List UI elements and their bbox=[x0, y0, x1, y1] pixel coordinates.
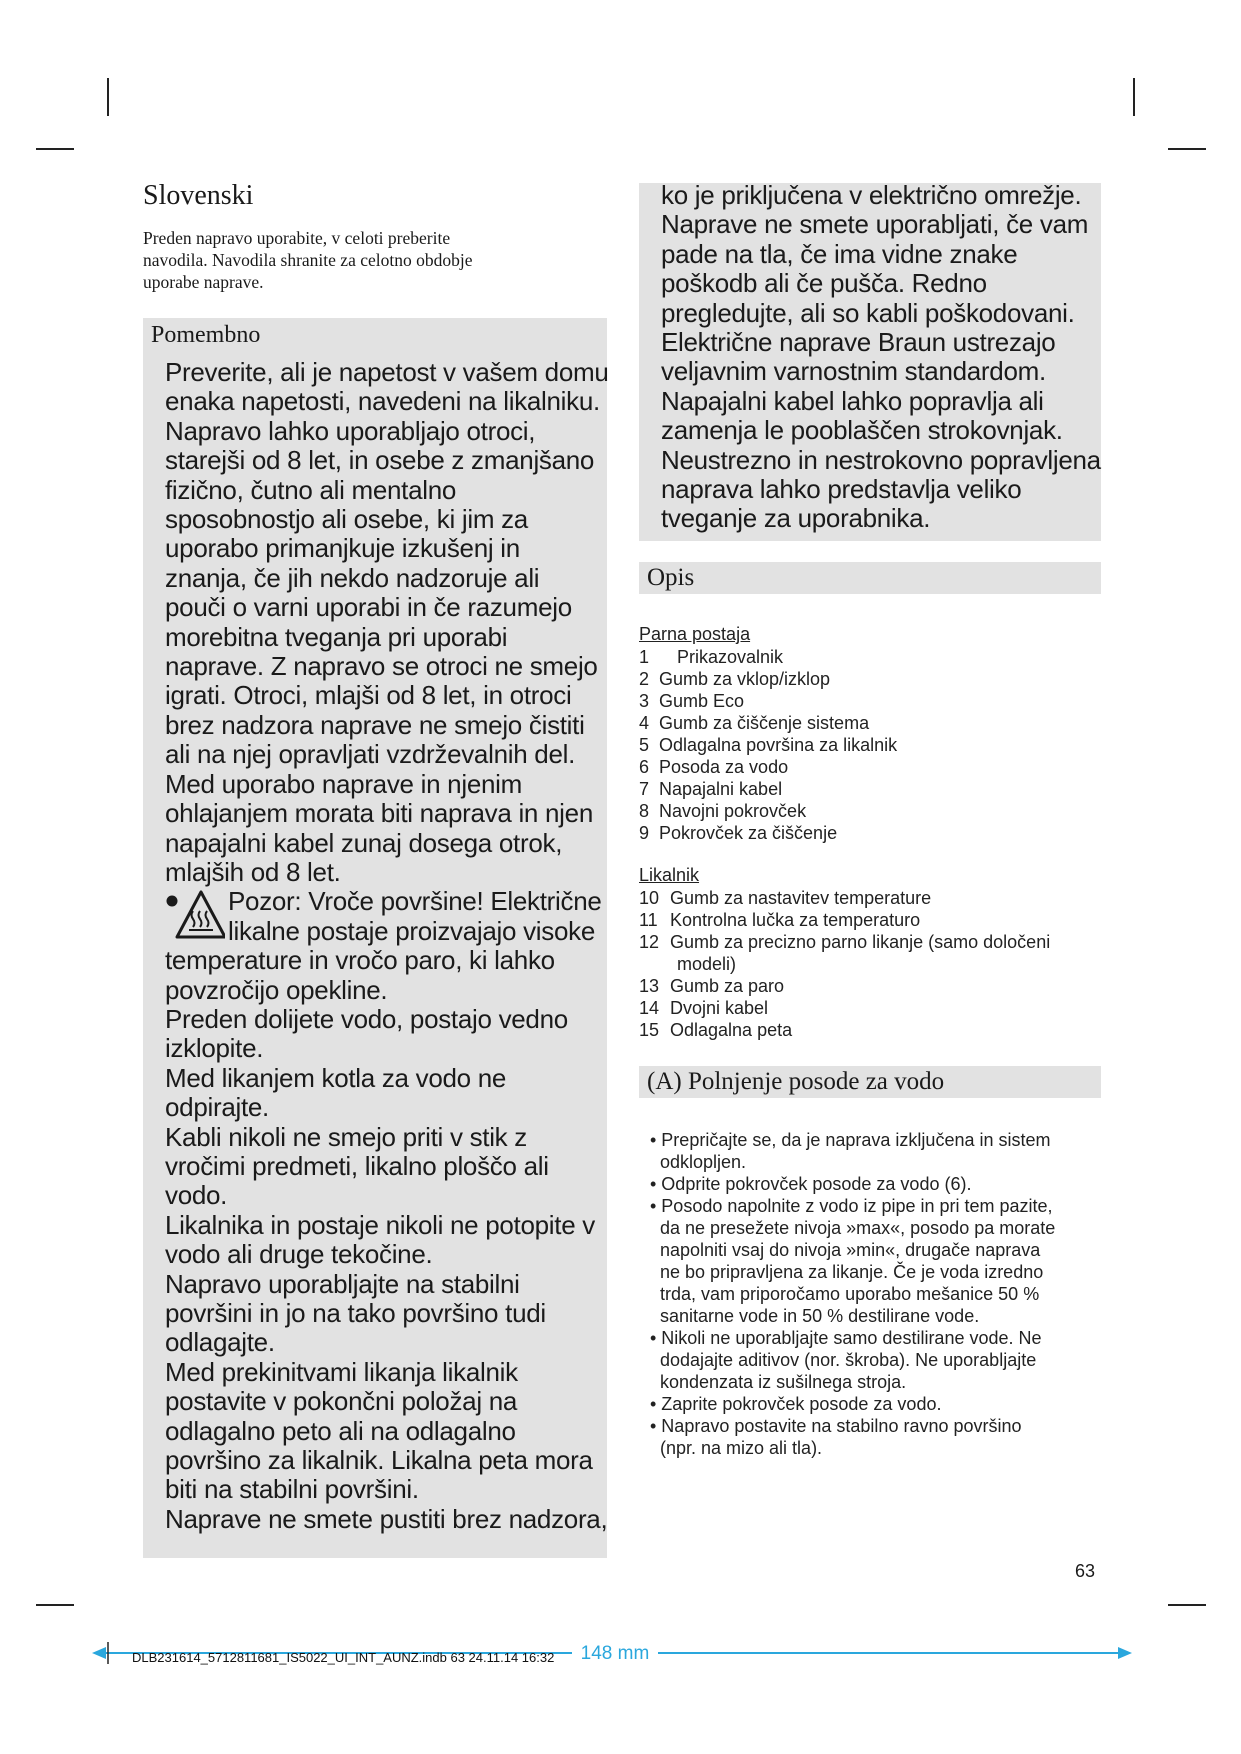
warning-line-2: likalne postaje proizvajajo visoke bbox=[228, 915, 596, 946]
important-text-line: Napravo uporabljajte na stabilni bbox=[165, 1268, 520, 1299]
important-text-line: tveganje za uporabnika. bbox=[661, 503, 931, 534]
item-number: 13 bbox=[639, 976, 660, 996]
important-text-line: odpirajte. bbox=[165, 1092, 269, 1123]
important-text-line: Naprave ne smete uporabljati, če vam bbox=[661, 209, 1089, 240]
important-text-line: naprave. Z napravo se otroci ne smejo bbox=[165, 651, 598, 682]
list-item bbox=[639, 822, 897, 844]
important-text-line: Likalnika in postaje nikoli ne potopite v bbox=[165, 1209, 595, 1240]
important-text-line: povzročijo opekline. bbox=[165, 974, 388, 1005]
item-number: 3 bbox=[639, 691, 650, 711]
filling-heading-bar bbox=[639, 1066, 1101, 1098]
important-lines-a bbox=[165, 358, 609, 887]
list-item: • Prepričajte se, da je naprava izključena in sistem odklopljen. bbox=[650, 1130, 1051, 1172]
item-label: Gumb za vklop/izklop bbox=[659, 669, 831, 689]
list-item bbox=[639, 646, 897, 668]
list-item: • Posodo napolnite z vodo iz pipe in pri tem pazite, da ne presežete nivoja »max«, posodo pa morate napolniti vsaj do nivoja »min«, drugače naprava ne bo pripravljena za likanje. Če je voda izredno trda, vam priporočamo uporabo mešanice 50 % sanitarne vode in 50 % destilirane vode. bbox=[650, 1196, 1056, 1326]
list-item bbox=[639, 975, 1050, 997]
important-text-line: površino za likalnik. Likalna peta mora bbox=[165, 1445, 593, 1476]
item-label: Gumb za precizno parno likanje (samo določeni bbox=[670, 932, 1051, 952]
important-text-line: Med likanjem kotla za vodo ne bbox=[165, 1062, 507, 1093]
list-item: • Napravo postavite na stabilno ravno površino (npr. na mizo ali tla). bbox=[650, 1416, 1022, 1458]
station-parts-list bbox=[639, 623, 897, 844]
item-label: Kontrolna lučka za temperaturo bbox=[670, 910, 921, 930]
hot-surface-warning-icon bbox=[165, 889, 225, 941]
filling-instructions bbox=[650, 1129, 1100, 1459]
item-label: Gumb Eco bbox=[659, 691, 745, 711]
important-text-line: pade na tla, če ima vidne znake bbox=[661, 238, 1018, 269]
important-box-continued bbox=[639, 180, 1101, 541]
item-label: Odlagalna peta bbox=[670, 1020, 793, 1040]
important-text-line: pregledujte, ali so kabli poškodovani. bbox=[661, 297, 1075, 328]
important-text-line: znanja, če jih nekdo nadzoruje ali bbox=[165, 562, 540, 593]
important-text-line: površini in jo na tako površino tudi bbox=[165, 1298, 546, 1328]
list-item bbox=[639, 734, 897, 756]
ruler-arrow-left bbox=[92, 1647, 106, 1659]
item-number: 15 bbox=[639, 1020, 660, 1040]
important-text-line: izklopite. bbox=[165, 1033, 264, 1064]
important-text-line: biti na stabilni površini. bbox=[165, 1474, 419, 1505]
important-text bbox=[165, 358, 609, 1534]
list-item: • Zaprite pokrovček posode za vodo. bbox=[650, 1394, 942, 1414]
item-label: Dvojni kabel bbox=[670, 998, 769, 1018]
important-text-line: poškodb ali če pušča. Redno bbox=[661, 268, 987, 299]
item-label: Gumb za paro bbox=[670, 976, 785, 996]
intro-text: Preden napravo uporabite, v celoti preberite navodila. Navodila shranite za celotno obdobje uporabe naprave. bbox=[143, 228, 473, 292]
important-text-line: Neustrezno in nestrokovno popravljena bbox=[661, 444, 1101, 475]
warning-block bbox=[165, 887, 609, 946]
list-item bbox=[639, 800, 897, 822]
list-item bbox=[639, 931, 1050, 953]
item-label-continued: modeli) bbox=[677, 954, 737, 974]
description-heading-bar bbox=[639, 562, 1101, 594]
list-item: • Nikoli ne uporabljajte samo destilirane vode. Ne dodajajte aditivov (nor. škroba). Ne uporabljajte kondenzata iz sušilnega stroja. bbox=[650, 1328, 1042, 1392]
important-text-line: postavite v pokončni položaj na bbox=[165, 1386, 518, 1417]
item-number: 1 bbox=[639, 647, 650, 667]
important-text-line: Napravo lahko uporabljajo otroci, bbox=[165, 415, 536, 446]
important-text-line: Kabli nikoli ne smejo priti v stik z bbox=[165, 1121, 527, 1152]
crop-mark-top-right bbox=[1133, 78, 1135, 116]
filling-heading: (A) Polnjenje posode za vodo bbox=[647, 1068, 945, 1095]
list-item bbox=[639, 1019, 1050, 1041]
crop-mark-left-bottom bbox=[36, 1604, 74, 1606]
important-text-line: Med uporabo naprave in njenim bbox=[165, 768, 522, 799]
list-item bbox=[639, 909, 1050, 931]
print-slug: DLB231614_5712811681_IS5022_UI_INT_AUNZ.indb 63 24.11.14 16:32 bbox=[132, 1650, 555, 1665]
page-title: Slovenski bbox=[143, 180, 254, 211]
item-number: 9 bbox=[639, 823, 650, 843]
important-text-line: Preverite, ali je napetost v vašem domu bbox=[165, 357, 609, 387]
crop-mark-left-top bbox=[36, 148, 74, 150]
item-label: Gumb za čiščenje sistema bbox=[659, 713, 870, 733]
item-number: 12 bbox=[639, 932, 660, 952]
list-item bbox=[639, 887, 1050, 909]
important-text-line: sposobnostjo ali osebe, ki jim za bbox=[165, 504, 528, 535]
crop-mark-right-top bbox=[1168, 148, 1206, 150]
important-text-line: Med prekinitvami likanja likalnik bbox=[165, 1356, 518, 1387]
item-label: Pokrovček za čiščenje bbox=[659, 823, 838, 843]
important-text-line: starejši od 8 let, in osebe z zmanjšano bbox=[165, 445, 595, 476]
item-number: 6 bbox=[639, 757, 650, 777]
important-text-line: temperature in vročo paro, ki lahko bbox=[165, 945, 555, 976]
station-subheading: Parna postaja bbox=[639, 624, 751, 644]
list-item bbox=[639, 997, 1050, 1019]
list-item bbox=[639, 778, 897, 800]
warning-line-1: Pozor: Vroče površine! Električne bbox=[228, 886, 602, 917]
important-text-line: Naprave ne smete pustiti brez nadzora, bbox=[165, 1503, 608, 1534]
important-text-line: zamenja le pooblaščen strokovnjak. bbox=[661, 415, 1063, 446]
list-item bbox=[639, 690, 897, 712]
important-heading: Pomembno bbox=[151, 322, 261, 348]
item-number: 4 bbox=[639, 713, 650, 733]
item-number: 5 bbox=[639, 735, 650, 755]
important-text-line: enaka napetosti, navedeni na likalniku. bbox=[165, 386, 600, 417]
item-label: Gumb za nastavitev temperature bbox=[670, 888, 932, 908]
item-number: 14 bbox=[639, 998, 660, 1018]
important-text-line: Preden dolijete vodo, postajo vedno bbox=[165, 1003, 568, 1034]
list-item bbox=[639, 756, 897, 778]
item-number: 7 bbox=[639, 779, 650, 799]
important-text-line: vodo. bbox=[165, 1180, 228, 1211]
page-number: 63 bbox=[1075, 1561, 1096, 1581]
important-text-line: veljavnim varnostnim standardom. bbox=[661, 356, 1046, 387]
item-label: Odlagalna površina za likalnik bbox=[659, 735, 898, 755]
list-item bbox=[639, 668, 897, 690]
description-heading: Opis bbox=[647, 564, 695, 591]
important-text-line: odlagalno peto ali na odlagalno bbox=[165, 1415, 516, 1446]
item-number: 11 bbox=[639, 910, 658, 930]
important-box bbox=[143, 318, 607, 1558]
iron-subheading: Likalnik bbox=[639, 865, 700, 885]
important-text-line: morebitna tveganja pri uporabi bbox=[165, 621, 508, 652]
item-label: Posoda za vodo bbox=[659, 757, 789, 777]
important-text-line: ali na njej opravljati vzdrževalnih del. bbox=[165, 739, 576, 770]
item-label: Navojni pokrovček bbox=[659, 801, 807, 821]
crop-mark-right-bottom bbox=[1168, 1604, 1206, 1606]
important-lines-c bbox=[661, 181, 1101, 534]
iron-parts-list bbox=[639, 864, 1050, 1041]
important-lines-b bbox=[165, 946, 609, 1534]
important-text-line: Napajalni kabel lahko popravlja ali bbox=[661, 385, 1044, 416]
item-number: 10 bbox=[639, 888, 660, 908]
item-number: 8 bbox=[639, 801, 650, 821]
important-text-line: brez nadzora naprave ne smejo čistiti bbox=[165, 709, 585, 740]
important-text-line: ohlajanjem morata biti naprava in njen bbox=[165, 798, 593, 829]
list-item bbox=[639, 712, 897, 734]
important-text-line: uporabo primanjkuje izkušenj in bbox=[165, 533, 520, 564]
item-label: Napajalni kabel bbox=[659, 779, 783, 799]
important-text-line: fizično, čutno ali mentalno bbox=[165, 474, 457, 505]
important-text-line: ko je priključena v električno omrežje. bbox=[661, 180, 1082, 210]
important-text-line: napajalni kabel zunaj dosega otrok, bbox=[165, 827, 563, 858]
important-text-line: mlajših od 8 let. bbox=[165, 856, 341, 887]
list-item: • Odprite pokrovček posode za vodo (6). bbox=[650, 1174, 972, 1194]
item-number: 2 bbox=[639, 669, 650, 689]
important-text-line: Električne naprave Braun ustrezajo bbox=[661, 327, 1056, 358]
item-label: Prikazovalnik bbox=[677, 647, 784, 667]
important-text-line: odlagajte. bbox=[165, 1327, 275, 1358]
important-text-line: pouči o varni uporabi in če razumejo bbox=[165, 592, 572, 623]
important-text-line: vročimi predmeti, likalno ploščo ali bbox=[165, 1150, 549, 1181]
important-text-line: naprava lahko predstavlja veliko bbox=[661, 474, 1022, 505]
ruler-arrow-right bbox=[1118, 1647, 1132, 1659]
crop-mark-top-left bbox=[107, 78, 109, 116]
ruler-label: 148 mm bbox=[580, 1643, 650, 1664]
important-text-line: vodo ali druge tekočine. bbox=[165, 1239, 433, 1270]
important-text-line: igrati. Otroci, mlajši od 8 let, in otroci bbox=[165, 680, 572, 711]
